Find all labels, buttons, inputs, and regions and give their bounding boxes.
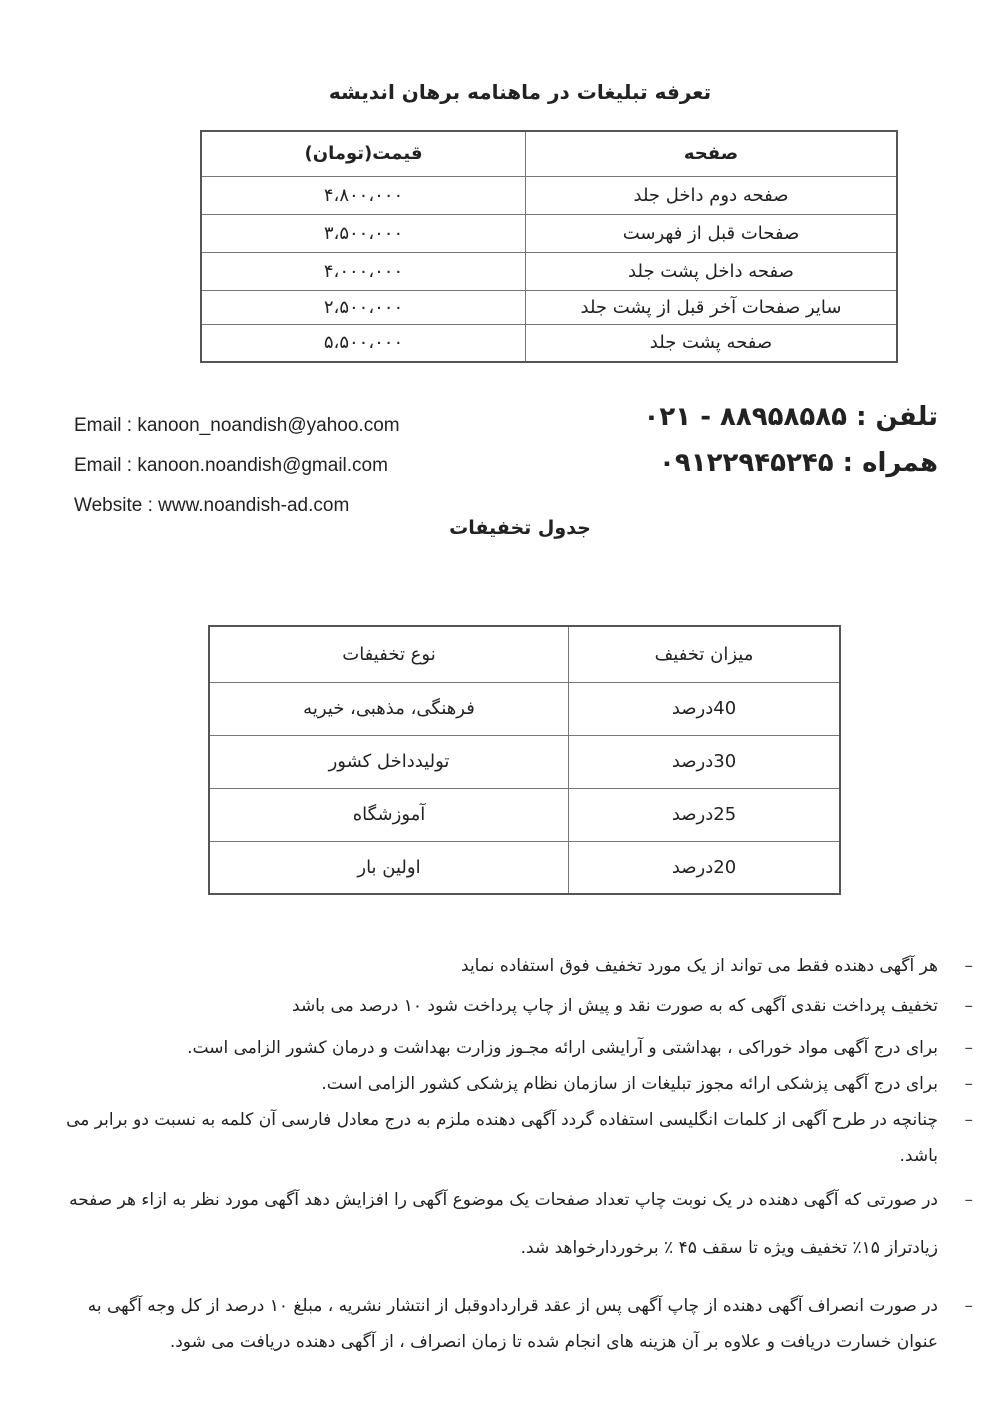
mobile-label: همراه : xyxy=(842,448,938,478)
page-cell: صفحه دوم داخل جلد xyxy=(526,176,898,214)
table-row xyxy=(209,788,840,841)
note-item xyxy=(50,1102,973,1174)
amount-cell: 40درصد xyxy=(569,682,841,735)
note-item xyxy=(50,1066,973,1102)
discount-title: جدول تخفیفات xyxy=(449,517,591,539)
type-cell: آموزشگاه xyxy=(209,788,569,841)
website: Website : www.noandish-ad.com xyxy=(74,495,350,516)
bullet-dash: – xyxy=(964,996,973,1016)
note-item xyxy=(50,1030,973,1066)
bullet-dash: – xyxy=(964,1110,973,1130)
amount-cell: 20درصد xyxy=(569,841,841,894)
price-cell: ۲،۵۰۰،۰۰۰ xyxy=(201,290,526,324)
bullet-dash: – xyxy=(964,1190,973,1210)
note-text: در صورتی که آگهی دهنده در یک نوبت چاپ تعداد صفحات یک موضوع آگهی را افزایش دهد آگهی مورد نظر به ازاء هر صفحه زیادتراز ۱۵٪ تخفیف ویژه تا سقف ۴۵ ٪ برخوردارخواهد شد. xyxy=(69,1190,938,1258)
price-cell: ۵،۵۰۰،۰۰۰ xyxy=(201,324,526,362)
mobile-number: ۰۹۱۲۲۹۴۵۲۴۵ xyxy=(659,448,834,478)
header-type: نوع تخفیفات xyxy=(209,626,569,682)
note-text: برای درج آگهی پزشکی ارائه مجوز تبلیغات از سازمان نظام پزشکی کشور الزامی است. xyxy=(321,1074,938,1094)
note-item xyxy=(50,1288,973,1360)
header-amount: میزان تخفیف xyxy=(569,626,841,682)
page-cell: صفحه پشت جلد xyxy=(526,324,898,362)
note-text: برای درج آگهی مواد خوراکی ، بهداشتی و آرایشی ارائه مجـوز وزارت بهداشت و درمان کشور الزامی است. xyxy=(187,1038,938,1058)
bullet-dash: – xyxy=(964,1074,973,1094)
type-cell: تولیدداخل کشور xyxy=(209,735,569,788)
email-gmail: Email : kanoon.noandish@gmail.com xyxy=(74,455,388,476)
table-row xyxy=(209,735,840,788)
table-row xyxy=(209,682,840,735)
price-cell: ۴،۰۰۰،۰۰۰ xyxy=(201,252,526,290)
page-cell: سایر صفحات آخر قبل از پشت جلد xyxy=(526,290,898,324)
table-row xyxy=(201,214,897,252)
page-title: تعرفه تبلیغات در ماهنامه برهان اندیشه xyxy=(328,80,712,104)
price-table xyxy=(200,130,898,363)
note-text: هر آگهی دهنده فقط می تواند از یک مورد تخفیف فوق استفاده نماید xyxy=(461,956,938,976)
table-row xyxy=(201,290,897,324)
note-item xyxy=(50,988,973,1024)
table-header-row xyxy=(201,131,897,176)
price-cell: ۴،۸۰۰،۰۰۰ xyxy=(201,176,526,214)
table-row xyxy=(201,176,897,214)
table-row xyxy=(201,252,897,290)
amount-cell: 30درصد xyxy=(569,735,841,788)
table-row xyxy=(209,841,840,894)
page-cell: صفحات قبل از فهرست xyxy=(526,214,898,252)
type-cell: فرهنگی، مذهبی، خیریه xyxy=(209,682,569,735)
bullet-dash: – xyxy=(964,1296,973,1316)
price-cell: ۳،۵۰۰،۰۰۰ xyxy=(201,214,526,252)
table-header-row xyxy=(209,626,840,682)
email-yahoo: Email : kanoon_noandish@yahoo.com xyxy=(74,415,400,436)
mobile-line xyxy=(659,448,938,478)
note-item xyxy=(50,1176,973,1272)
page-cell: صفحه داخل پشت جلد xyxy=(526,252,898,290)
bullet-dash: – xyxy=(964,1038,973,1058)
header-page: صفحه xyxy=(526,131,898,176)
phone-line xyxy=(644,402,938,432)
table-row xyxy=(201,324,897,362)
type-cell: اولین بار xyxy=(209,841,569,894)
bullet-dash: – xyxy=(964,956,973,976)
header-price: قیمت(تومان) xyxy=(201,131,526,176)
note-text: در صورت انصراف آگهی دهنده از چاپ آگهی پس از عقد قراردادوقبل از انتشار نشریه ، مبلغ ۱۰ درصد از کل وجه آگهی به عنوان خسارت دریافت و علاوه بر آن هزینه های انجام شده تا زمان انصراف ، از آگهی دهنده دریافت می شود. xyxy=(87,1296,938,1352)
amount-cell: 25درصد xyxy=(569,788,841,841)
phone-number: ۰۲۱ - ۸۸۹۵۸۵۸۵ xyxy=(643,402,847,432)
note-item xyxy=(50,948,973,984)
note-text: تخفیف پرداخت نقدی آگهی که به صورت نقد و پیش از چاپ پرداخت شود ۱۰ درصد می باشد xyxy=(292,996,938,1016)
phone-label: تلفن : xyxy=(856,402,938,432)
discount-table xyxy=(208,625,841,895)
note-text: چنانچه در طرح آگهی از کلمات انگلیسی استفاده گردد آگهی دهنده ملزم به درج معادل فارسی آن کلمه به نسبت دو برابر می باشد. xyxy=(66,1110,938,1166)
